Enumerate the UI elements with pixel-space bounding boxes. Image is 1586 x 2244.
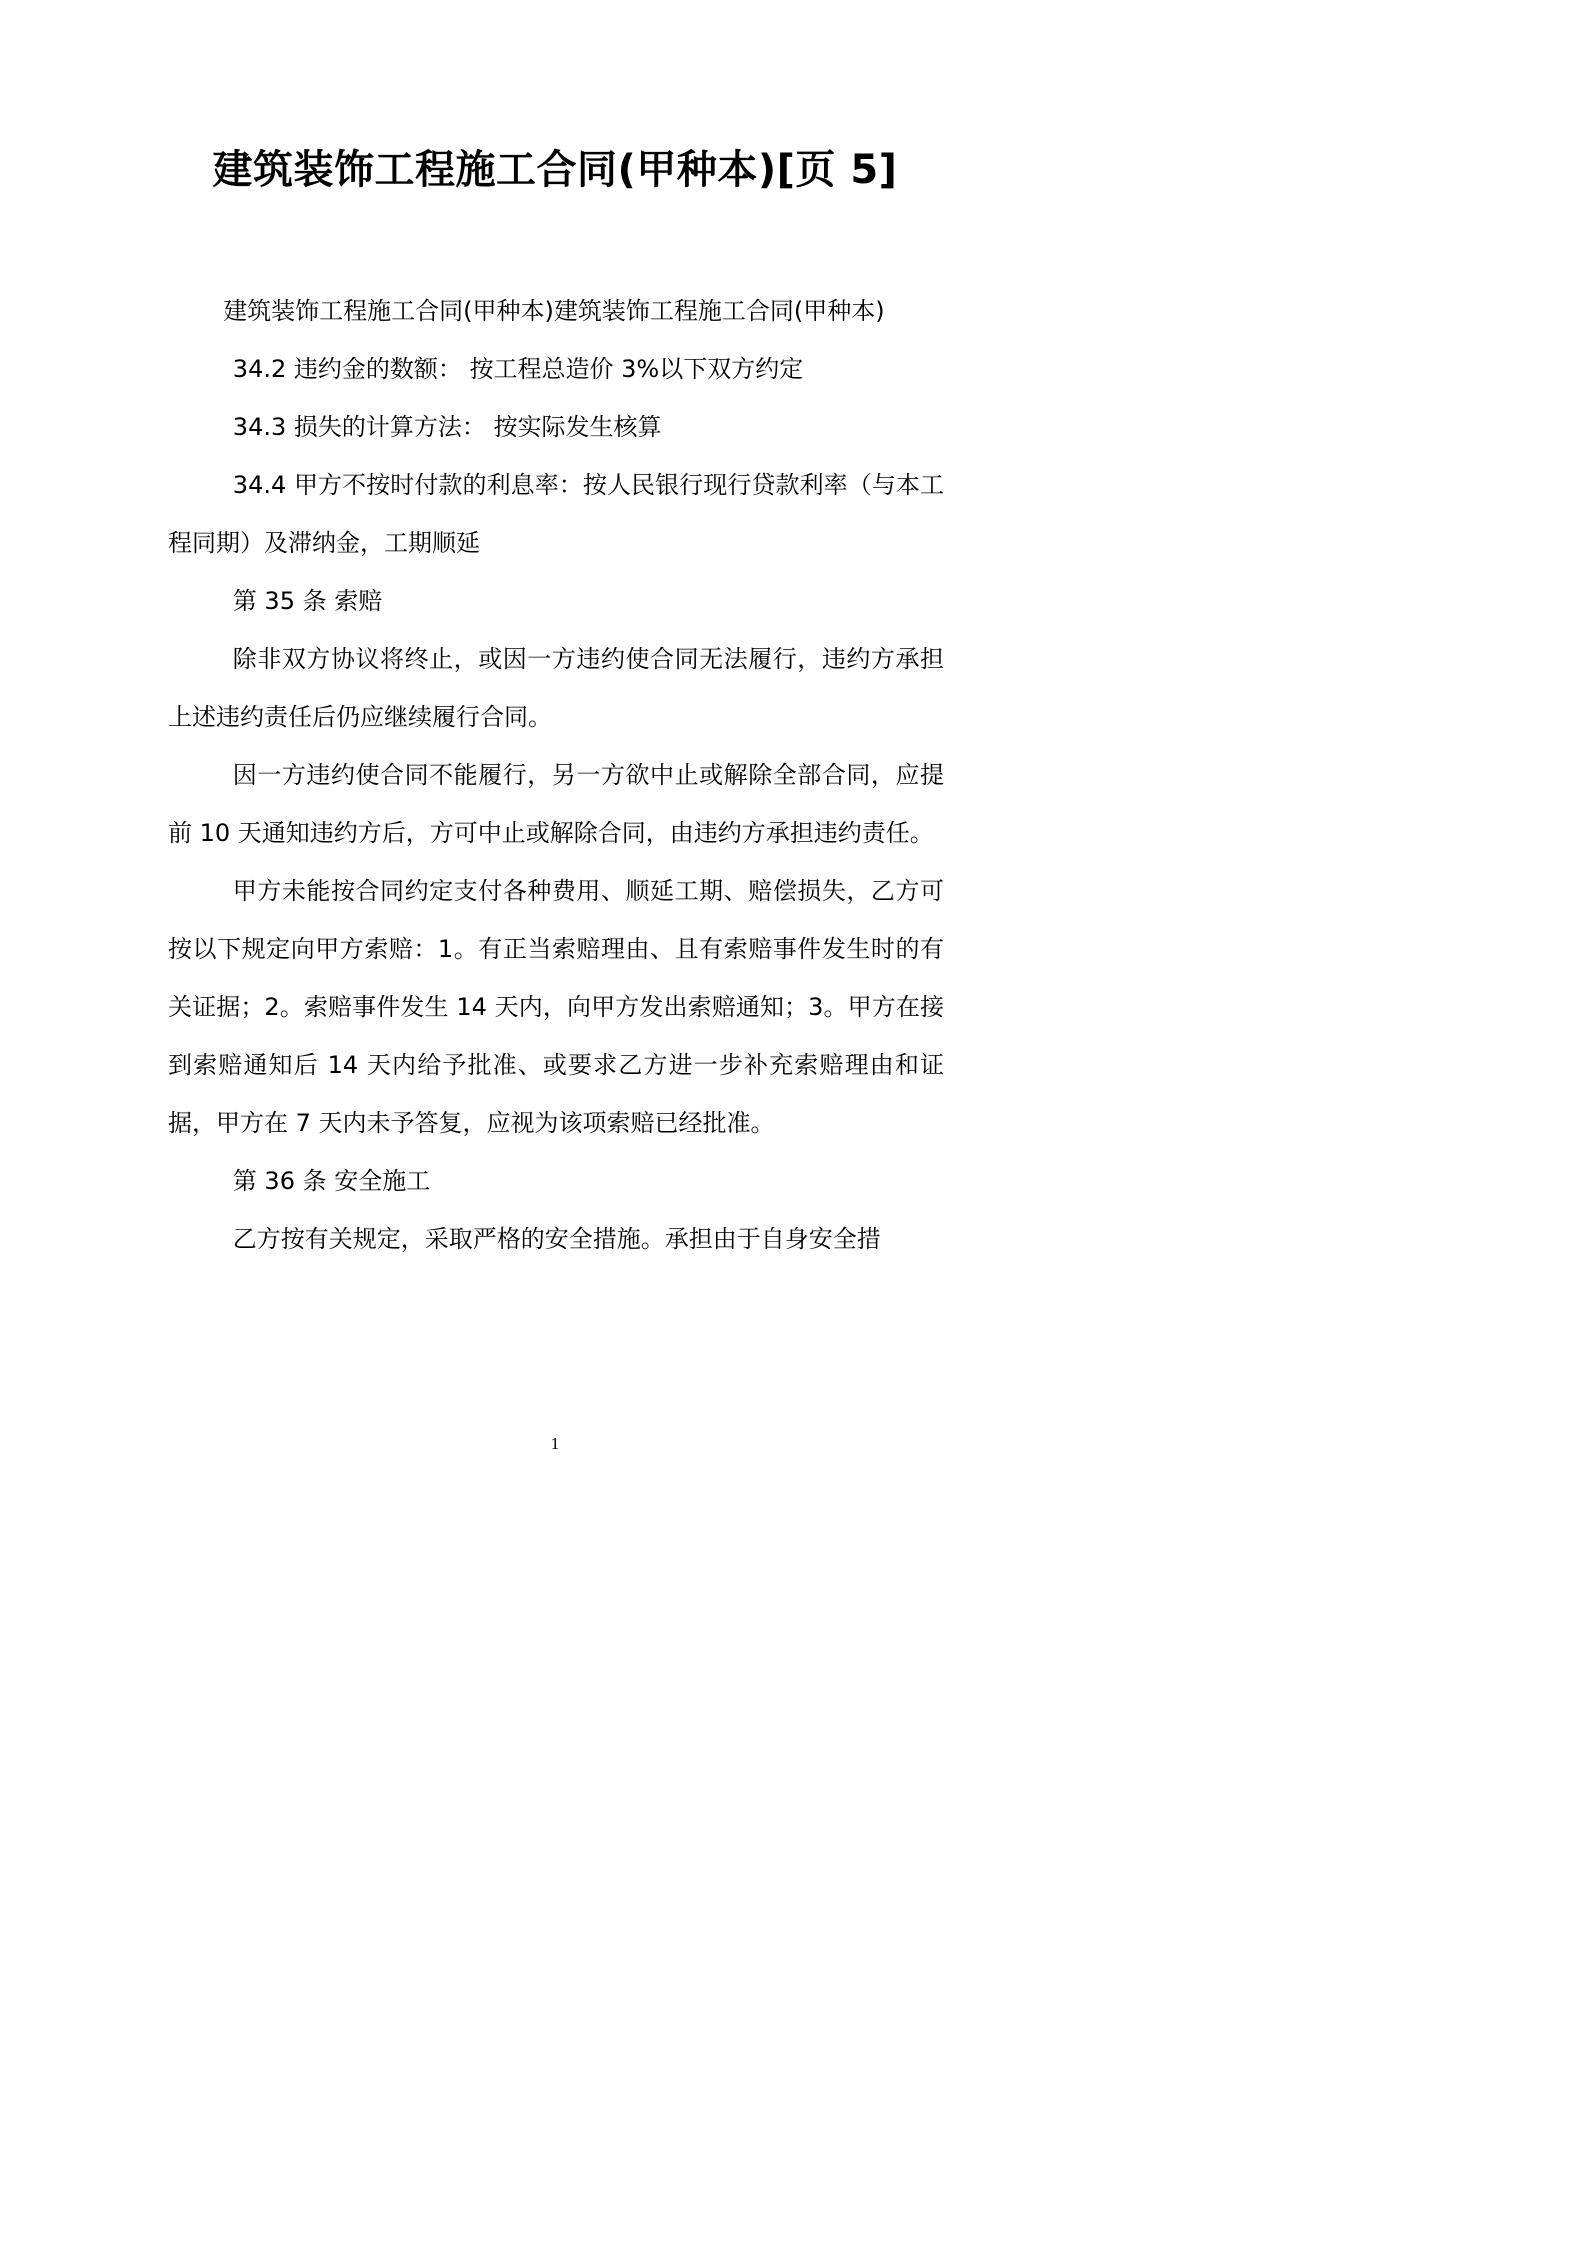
- article-35-heading: 第 35 条 索赔: [232, 587, 383, 615]
- paragraph-34-4: 34.4 甲方不按时付款的利息率：按人民银行现行贷款利率（与本工程同期）及滞纳金，工期顺延: [168, 471, 944, 557]
- document-page: [0, 0, 1110, 1572]
- document-title: 建筑装饰工程施工合同(甲种本)[页 5]: [212, 147, 898, 193]
- paragraph-35-1: 除非双方协议将终止，或因一方违约使合同无法履行，违约方承担上述违约责任后仍应继续履行合同。: [168, 645, 944, 731]
- paragraph-35-3: 甲方未能按合同约定支付各种费用、顺延工期、赔偿损失，乙方可按以下规定向甲方索赔：1。有正当索赔理由、且有索赔事件发生时的有关证据；2。索赔事件发生 14 天内，向甲方发出索赔通知；3。甲方在接到索赔通知后 14 天内给予批准、或要求乙方进一步补充索赔理由和证据，甲方在 7 天内未予答复，应视为该项索赔已经批准。: [168, 877, 944, 1137]
- paragraph-36-1: 乙方按有关规定，采取严格的安全措施。承担由于自身安全措: [232, 1225, 881, 1253]
- paragraph-35-2: 因一方违约使合同不能履行，另一方欲中止或解除全部合同，应提前 10 天通知违约方后，方可中止或解除合同，由违约方承担违约责任。: [168, 761, 944, 847]
- article-36-heading: 第 36 条 安全施工: [232, 1167, 431, 1195]
- page-number: 1: [550, 1434, 560, 1453]
- paragraph-34-2: 34.2 违约金的数额： 按工程总造价 3%以下双方约定: [232, 355, 804, 383]
- document-body: [168, 282, 944, 1268]
- paragraph-34-3: 34.3 损失的计算方法： 按实际发生核算: [232, 413, 662, 441]
- paragraph-heading-repeat: 建筑装饰工程施工合同(甲种本)建筑装饰工程施工合同(甲种本): [223, 297, 885, 325]
